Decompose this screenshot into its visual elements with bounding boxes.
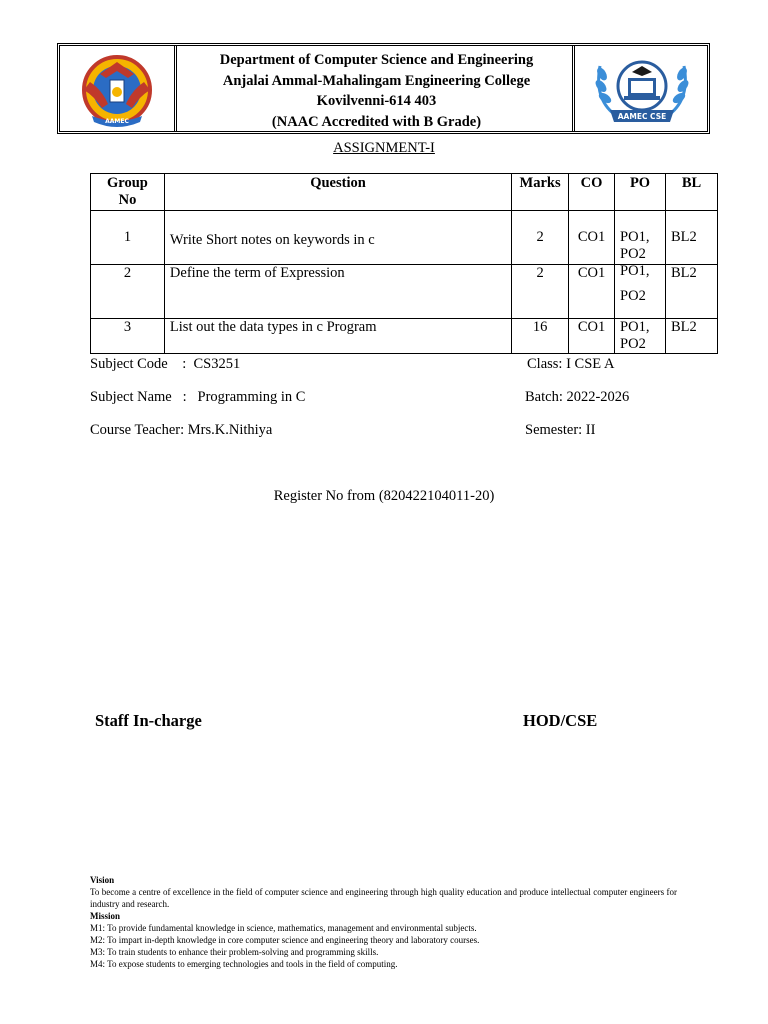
- cell-marks: 2: [512, 211, 569, 265]
- header-question: Question: [164, 174, 511, 211]
- svg-text:AAMEC: AAMEC: [105, 118, 129, 125]
- cell-bl: BL2: [666, 265, 718, 319]
- college-name: Anjalai Ammal-Mahalingam Engineering College: [222, 72, 531, 89]
- header-bl: BL: [666, 174, 718, 211]
- cell-group: 1: [91, 211, 165, 265]
- vision-heading: Vision: [90, 875, 115, 885]
- header-co: CO: [569, 174, 615, 211]
- cell-po: PO1, PO2: [615, 319, 666, 354]
- register-number-range: Register No from (820422104011-20): [273, 488, 495, 504]
- header-po: PO: [615, 174, 666, 211]
- vision-text: To become a centre of excellence in the field of computer science and engineering through high quality education and produce intellectual computer engineers for industry and research.: [90, 887, 677, 909]
- table-row: [91, 211, 718, 265]
- cell-co: CO1: [569, 211, 615, 265]
- cell-marks: 16: [512, 319, 569, 354]
- class-info: Class: I CSE A: [527, 356, 615, 372]
- table-header-row: [91, 174, 718, 211]
- subject-name: Subject Name : Programming in C: [90, 389, 306, 405]
- cell-co: CO1: [569, 319, 615, 354]
- header-marks: Marks: [512, 174, 569, 211]
- cell-question: Define the term of Expression: [164, 265, 511, 319]
- letterhead: [57, 43, 710, 134]
- staff-incharge-signature: Staff In-charge: [95, 711, 202, 730]
- semester-info: Semester: II: [525, 422, 596, 438]
- course-teacher: Course Teacher: Mrs.K.Nithiya: [90, 422, 273, 438]
- cell-question: List out the data types in c Program: [164, 319, 511, 354]
- department-logo-icon: [580, 52, 704, 130]
- cell-question: Write Short notes on keywords in c: [164, 211, 511, 265]
- header-divider-left: [174, 46, 177, 131]
- cell-marks: 2: [512, 265, 569, 319]
- svg-text:AAMEC CSE: AAMEC CSE: [617, 112, 667, 121]
- cell-po: PO1, PO2: [615, 265, 666, 319]
- department-name: Department of Computer Science and Engineering: [219, 52, 534, 68]
- mission-item: M4: To expose students to emerging technologies and tools in the field of computing.: [90, 959, 398, 969]
- college-logo-icon: [72, 52, 162, 130]
- mission-item: M3: To train students to enhance their problem-solving and programming skills.: [90, 947, 379, 957]
- mission-heading: Mission: [90, 911, 121, 921]
- table-row: [91, 265, 718, 319]
- cell-po: PO1, PO2: [615, 211, 666, 265]
- mission-item: M1: To provide fundamental knowledge in science, mathematics, management and environmental subjects.: [90, 923, 477, 933]
- table-row: [91, 319, 718, 354]
- vision-mission-footer: [90, 874, 677, 970]
- college-address: Kovilvenni-614 403: [316, 93, 437, 109]
- batch-info: Batch: 2022-2026: [525, 389, 630, 405]
- cell-group: 3: [91, 319, 165, 354]
- mission-item: M2: To impart in-depth knowledge in core computer science and engineering theory and laboratory courses.: [90, 935, 480, 945]
- question-table: [90, 173, 718, 354]
- cell-co: CO1: [569, 265, 615, 319]
- institution-title: [178, 50, 575, 132]
- accreditation: (NAAC Accredited with B Grade): [271, 113, 482, 130]
- cell-bl: BL2: [666, 319, 718, 354]
- cell-group: 2: [91, 265, 165, 319]
- subject-code: Subject Code : CS3251: [90, 356, 241, 372]
- cell-bl: BL2: [666, 211, 718, 265]
- hod-signature: HOD/CSE: [523, 711, 598, 730]
- assignment-title: ASSIGNMENT-I: [333, 140, 435, 156]
- header-group-no: Group No: [91, 174, 165, 211]
